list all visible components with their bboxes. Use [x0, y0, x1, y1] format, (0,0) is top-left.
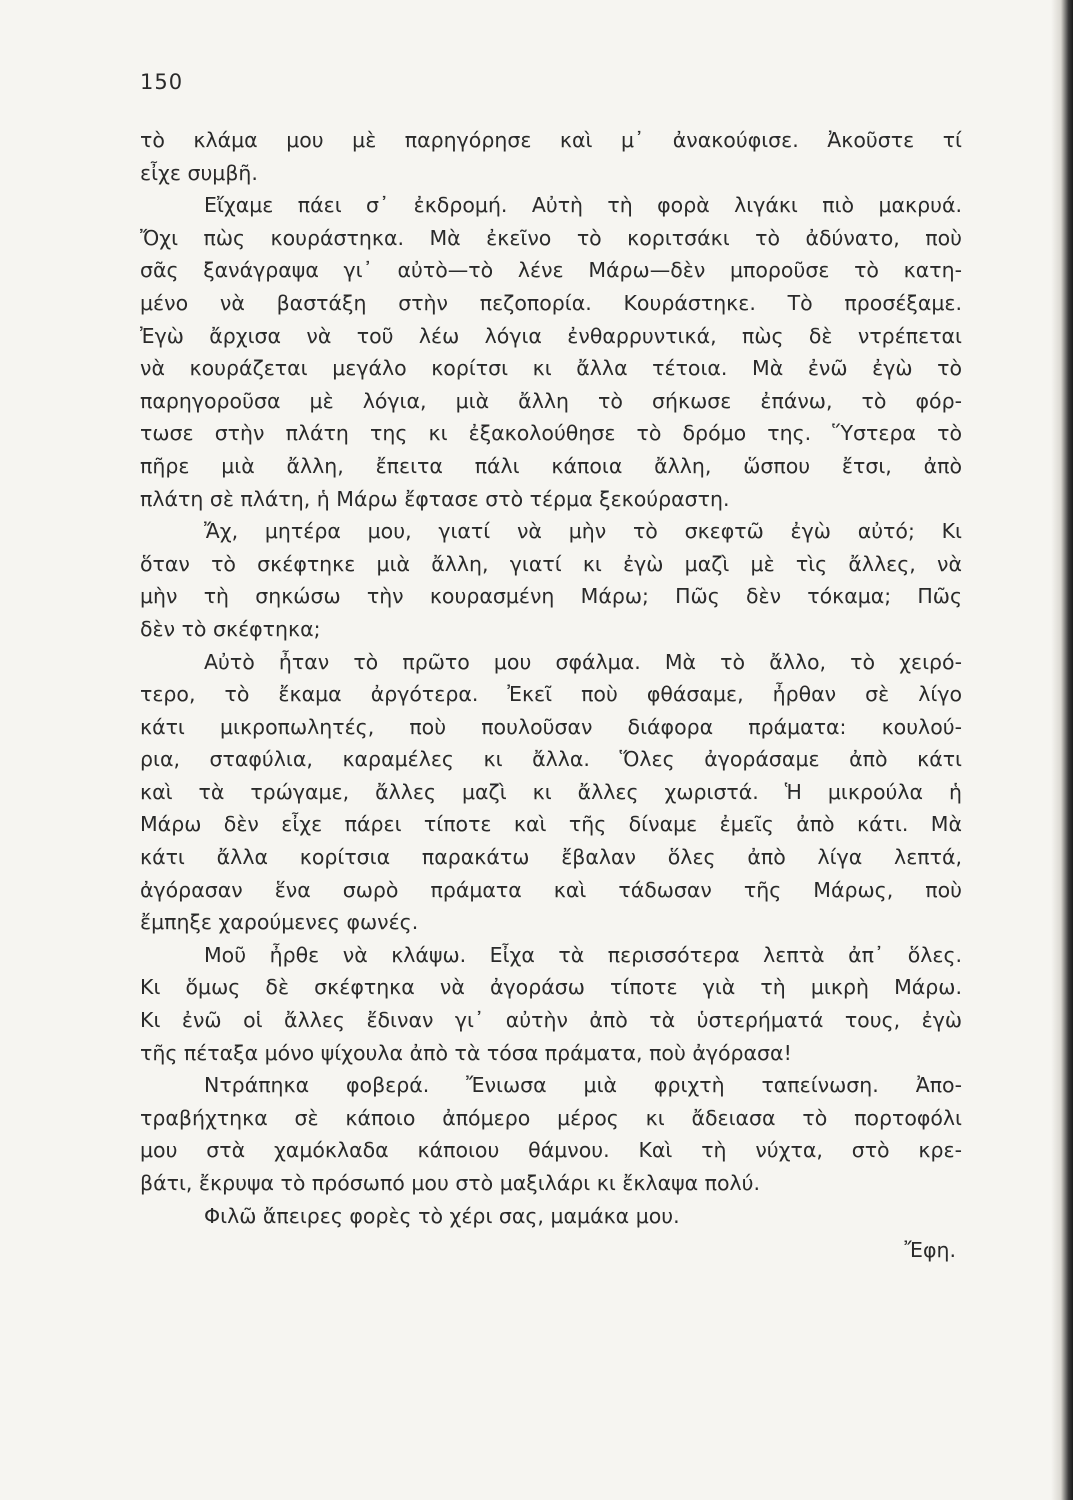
text-line: μου στὰ χαμόκλαδα κάποιου θάμνου. Καὶ τὴ νύχτα, στὸ κρε-: [140, 1138, 962, 1163]
text-line: σᾶς ξανάγραψα γι᾽ αὐτὸ—τὸ λένε Μάρω—δὲν μποροῦσε τὸ κατη-: [140, 258, 962, 283]
text-line: τὸ κλάμα μου μὲ παρηγόρησε καὶ μ᾽ ἀνακούφισε. Ἀκοῦστε τί: [140, 128, 962, 152]
text-line: βάτι, ἔκρυψα τὸ πρόσωπό μου στὸ μαξιλάρι κι ἔκλαψα πολύ.: [140, 1171, 761, 1195]
text-line: ὅταν τὸ σκέφτηκε μιὰ ἄλλη, γιατί κι ἐγὼ μαζὶ μὲ τὶς ἄλλες, νὰ: [140, 551, 962, 576]
text-line: Εἴχαμε πάει σ᾽ ἐκδρομή. Αὐτὴ τὴ φορὰ λιγάκι πιὸ μακρυά.: [204, 193, 962, 218]
text-line: τῆς πέταξα μόνο ψίχουλα ἀπὸ τὰ τόσα πράματα, ποὺ ἀγόρασα!: [140, 1040, 792, 1065]
text-line: Αὐτὸ ἦταν τὸ πρῶτο μου σφάλμα. Μὰ τὸ ἄλλο, τὸ χειρό-: [204, 649, 962, 674]
text-line: Κι ἐνῶ οἱ ἄλλες ἔδιναν γι᾽ αὐτὴν ἀπὸ τὰ ὑστερήματά τους, ἐγὼ: [140, 1008, 962, 1033]
signature: Ἔφη.: [904, 1238, 956, 1263]
text-line: Ὄχι πὼς κουράστηκα. Μὰ ἐκεῖνο τὸ κοριτσάκι τὸ ἀδύνατο, ποὺ: [140, 225, 962, 250]
text-line: ρια, σταφύλια, καραμέλες κι ἄλλα. Ὅλες ἀγοράσαμε ἀπὸ κάτι: [140, 747, 962, 772]
text-line: εἶχε συμβῆ.: [140, 160, 258, 185]
text-line: Μάρω δὲν εἶχε πάρει τίποτε καὶ τῆς δίναμε ἐμεῖς ἀπὸ κάτι. Μὰ: [140, 812, 962, 837]
letter-body: [140, 124, 962, 1267]
text-line: ἔμπηξε χαρούμενες φωνές.: [140, 910, 419, 935]
text-line: καὶ τὰ τρώγαμε, ἄλλες μαζὶ κι ἄλλες χωριστά. Ἡ μικρούλα ἡ: [140, 779, 962, 804]
text-line: τερο, τὸ ἔκαμα ἀργότερα. Ἐκεῖ ποὺ φθάσαμε, ἦρθαν σὲ λίγο: [140, 682, 962, 707]
text-line: παρηγοροῦσα μὲ λόγια, μιὰ ἄλλη τὸ σήκωσε ἐπάνω, τὸ φόρ-: [140, 388, 962, 413]
text-line: ἀγόρασαν ἕνα σωρὸ πράματα καὶ τάδωσαν τῆς Μάρως, ποὺ: [140, 877, 962, 902]
text-line: πλάτη σὲ πλάτη, ἡ Μάρω ἔφτασε στὸ τέρμα ξεκούραστη.: [140, 486, 730, 511]
text-line: τραβήχτηκα σὲ κάποιο ἀπόμερο μέρος κι ἄδειασα τὸ πορτοφόλι: [140, 1105, 962, 1130]
text-line: πῆρε μιὰ ἄλλη, ἔπειτα πάλι κάποια ἄλλη, ὥσπου ἔτσι, ἀπὸ: [140, 453, 962, 478]
text-line: Ἐγὼ ἄρχισα νὰ τοῦ λέω λόγια ἐνθαρρυντικά, πὼς δὲ ντρέπεται: [140, 323, 962, 348]
text-line: Ντράπηκα φοβερά. Ἔνιωσα μιὰ φριχτὴ ταπείνωση. Ἀπο-: [204, 1073, 962, 1098]
text-line: νὰ κουράζεται μεγάλο κορίτσι κι ἄλλα τέτοια. Μὰ ἐνῶ ἐγὼ τὸ: [140, 356, 962, 381]
text-line: Μοῦ ἦρθε νὰ κλάψω. Εἶχα τὰ περισσότερα λεπτὰ ἀπ᾽ ὅλες.: [204, 942, 962, 967]
text-line: τωσε στὴν πλάτη της κι ἐξακολούθησε τὸ δρόμο της. Ὕστερα τὸ: [140, 421, 962, 446]
text-line: κάτι μικροπωλητές, ποὺ πουλοῦσαν διάφορα πράματα: κουλού-: [140, 714, 962, 739]
page-number: 150: [140, 70, 184, 94]
text-line: Φιλῶ ἄπειρες φορὲς τὸ χέρι σας, μαμάκα μου.: [204, 1203, 680, 1228]
text-line: μὴν τὴ σηκώσω τὴν κουρασμένη Μάρω; Πῶς δὲν τόκαμα; Πῶς: [140, 584, 962, 609]
text-line: Ἄχ, μητέρα μου, γιατί νὰ μὴν τὸ σκεφτῶ ἐγὼ αὐτό; Κι: [204, 519, 962, 544]
text-line: κάτι ἄλλα κορίτσια παρακάτω ἔβαλαν ὅλες ἀπὸ λίγα λεπτά,: [140, 845, 962, 870]
text-line: δὲν τὸ σκέφτηκα;: [140, 616, 321, 641]
text-line: Κι ὅμως δὲ σκέφτηκα νὰ ἀγοράσω τίποτε γιὰ τὴ μικρὴ Μάρω.: [140, 975, 962, 1000]
page-edge-shadow: [1051, 0, 1073, 1500]
text-line: μένο νὰ βαστάξη στὴν πεζοπορία. Κουράστηκε. Τὸ προσέξαμε.: [140, 290, 962, 315]
